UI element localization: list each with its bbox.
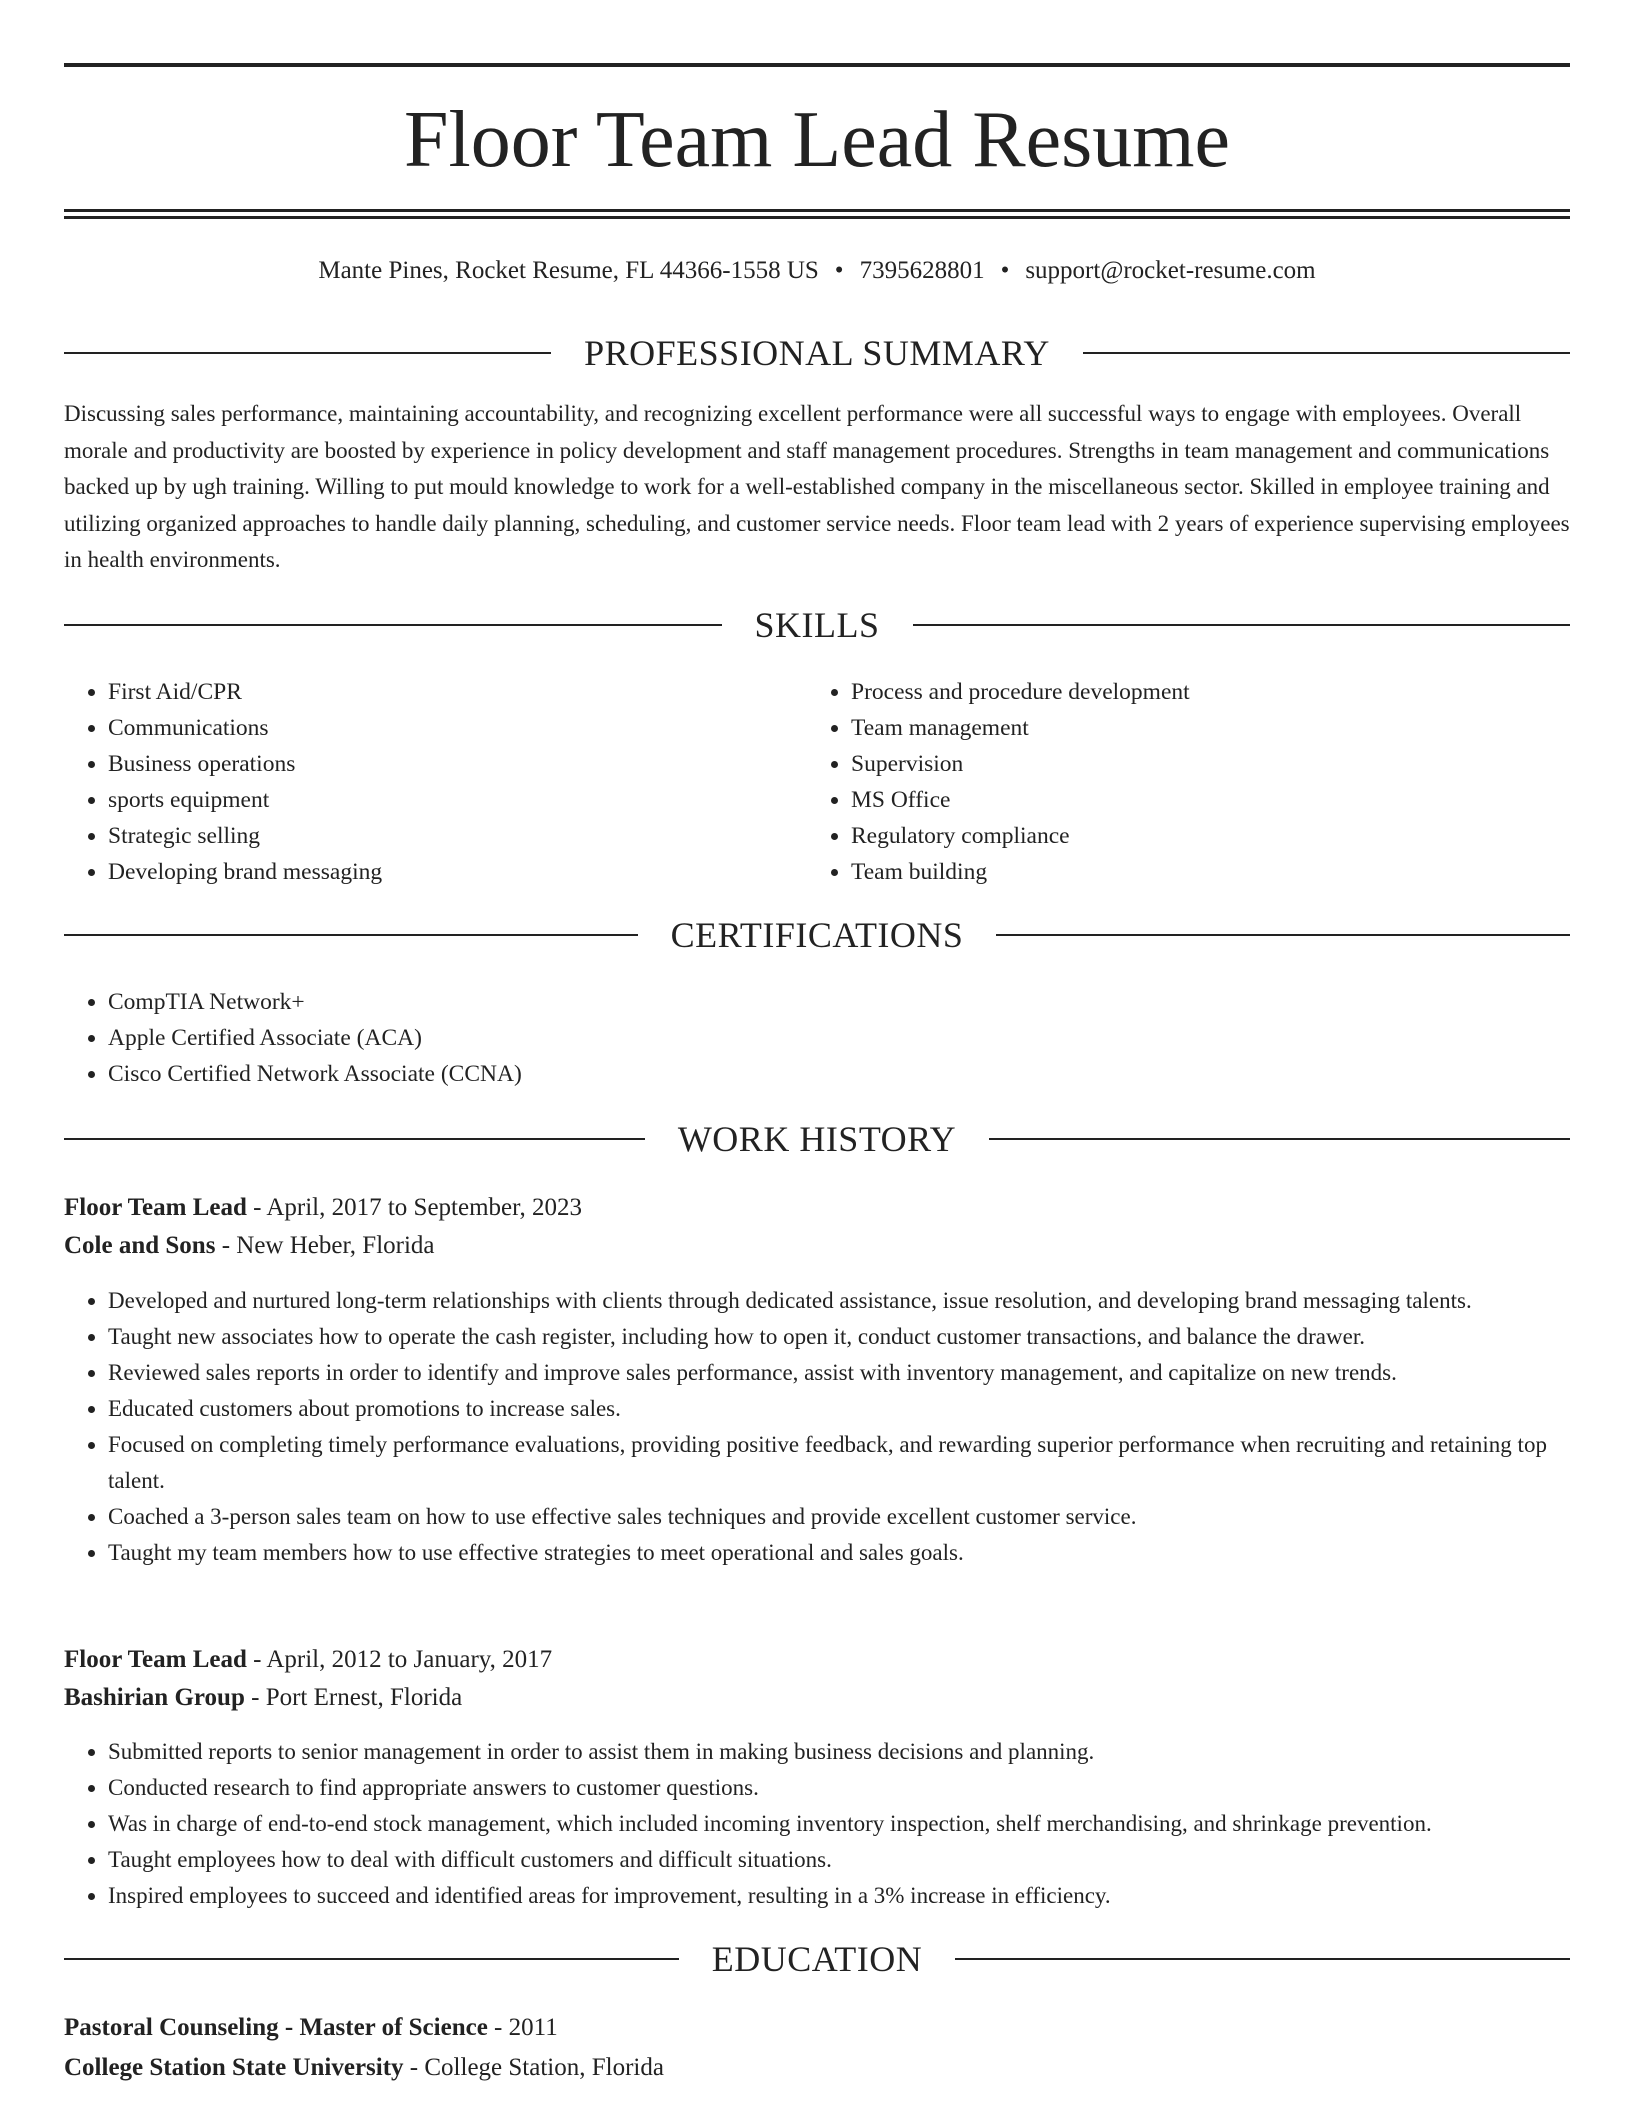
education-heading [64,1937,1570,1981]
education-location: College Station, Florida [424,2054,664,2081]
section-title: EDUCATION [711,1939,923,1979]
job-duties-list [64,1734,1570,1914]
heading-rule-left [64,1138,645,1140]
contact-email: support@rocket-resume.com [1025,257,1316,284]
heading-rule-left [64,934,638,936]
job-company-line: Cole and Sons - New Heber, Florida [64,1232,435,1259]
skills-column-right [807,674,1567,890]
job-duty: • Conducted research to find appropriate answers to customer questions. [108,1770,1570,1806]
job-company: Bashirian Group [64,1684,245,1711]
job-duty: • Taught new associates how to operate the cash register, including how to open it, conduct customer transactions, and balance the drawer. [108,1319,1570,1355]
heading-rule-right [996,934,1570,936]
skill-item: • Developing brand messaging [108,854,764,890]
education-year: 2011 [508,2014,558,2041]
skills-column-left [64,674,764,890]
job-location: New Heber, Florida [236,1232,435,1259]
skill-item: • MS Office [851,782,1567,818]
education-field: Pastoral Counseling [64,2014,279,2041]
job-duty: • Submitted reports to senior management in order to assist them in making business decisions and planning. [108,1734,1570,1770]
certifications-list [64,984,1570,1092]
education-school: College Station State University [64,2054,404,2081]
job-title: Floor Team Lead [64,1194,247,1221]
heading-rule-left [64,352,551,354]
job-duty: • Taught employees how to deal with difficult customers and difficult situations. [108,1842,1570,1878]
section-title: CERTIFICATIONS [670,915,964,955]
job-duties-list [64,1283,1570,1571]
contact-separator: • [1000,257,1010,284]
education-degree: Master of Science [299,2014,488,2041]
contact-phone: 7395628801 [859,257,985,284]
job-company-line: Bashirian Group - Port Ernest, Florida [64,1684,463,1711]
certification-item: • Cisco Certified Network Associate (CCNA) [108,1056,1570,1092]
education-school-line: College Station State University - College Station, Florida [64,2054,664,2081]
section-title: PROFESSIONAL SUMMARY [584,333,1050,373]
section-title: WORK HISTORY [677,1119,957,1159]
job-dates: April, 2017 to September, 2023 [266,1194,582,1221]
job-dates: April, 2012 to January, 2017 [266,1646,553,1673]
skill-item: • Regulatory compliance [851,818,1567,854]
job-duty: • Educated customers about promotions to increase sales. [108,1391,1570,1427]
job-duty: • Coached a 3-person sales team on how to use effective sales techniques and provide excellent customer service. [108,1499,1570,1535]
contact-address: Mante Pines, Rocket Resume, FL 44366-1558 US [318,257,819,284]
job-title-line: Floor Team Lead - April, 2012 to January, 2017 [64,1646,553,1673]
heading-rule-right [1083,352,1570,354]
contact-separator: • [834,257,844,284]
contact-line [64,254,1570,288]
heading-rule-left [64,624,722,626]
certification-item: • CompTIA Network+ [108,984,1570,1020]
job-duty: • Was in charge of end-to-end stock management, which included incoming inventory inspection, shelf merchandising, and shrinkage prevention. [108,1806,1570,1842]
title-rule-lower [64,216,1570,219]
heading-rule-right [913,624,1571,626]
heading-rule-right [955,1958,1570,1960]
job-duty: • Focused on completing timely performance evaluations, providing positive feedback, and rewarding superior performance when recruiting and retaining top talent. [108,1427,1570,1499]
top-rule [64,63,1570,67]
job-title: Floor Team Lead [64,1646,247,1673]
skill-item: • Communications [108,710,764,746]
page-title: Floor Team Lead Resume [403,96,1231,184]
work-history-heading [64,1117,1570,1161]
skill-item: • Process and procedure development [851,674,1567,710]
certifications-heading [64,913,1570,957]
job-duty: • Reviewed sales reports in order to identify and improve sales performance, assist with inventory management, and capitalize on new trends. [108,1355,1570,1391]
skill-item: • sports equipment [108,782,764,818]
certification-item: • Apple Certified Associate (ACA) [108,1020,1570,1056]
heading-rule-left [64,1958,679,1960]
job-duty: • Developed and nurtured long-term relationships with clients through dedicated assistance, issue resolution, and developing brand messaging talents. [108,1283,1570,1319]
skills-heading [64,603,1570,647]
summary-heading [64,331,1570,375]
skill-item: • Team building [851,854,1567,890]
job-title-line: Floor Team Lead - April, 2017 to September, 2023 [64,1194,582,1221]
education-degree-line: Pastoral Counseling - Master of Science - 2011 [64,2014,558,2041]
skill-item: • First Aid/CPR [108,674,764,710]
skill-item: • Business operations [108,746,764,782]
section-title: SKILLS [754,605,880,645]
title-rule-upper [64,209,1570,212]
job-company: Cole and Sons [64,1232,216,1259]
job-duty: • Taught my team members how to use effective strategies to meet operational and sales goals. [108,1535,1570,1571]
job-location: Port Ernest, Florida [265,1684,463,1711]
skill-item: • Strategic selling [108,818,764,854]
heading-rule-right [989,1138,1570,1140]
summary-text: Discussing sales performance, maintaining accountability, and recognizing excellent performance were all successful ways to engage with employees. Overall morale and productivity are boosted by experience in policy development and staff management procedures. Strengths in team management and communications backed up by ugh training. Willing to put mould knowledge to work for a well-established company in the miscellaneous sector. Skilled in employee training and utilizing organized approaches to handle daily planning, scheduling, and customer service needs. Floor team lead with 2 years of experience supervising employees in health environments. [64,401,1570,572]
job-duty: • Inspired employees to succeed and identified areas for improvement, resulting in a 3% increase in efficiency. [108,1878,1570,1914]
skill-item: • Supervision [851,746,1567,782]
skill-item: • Team management [851,710,1567,746]
